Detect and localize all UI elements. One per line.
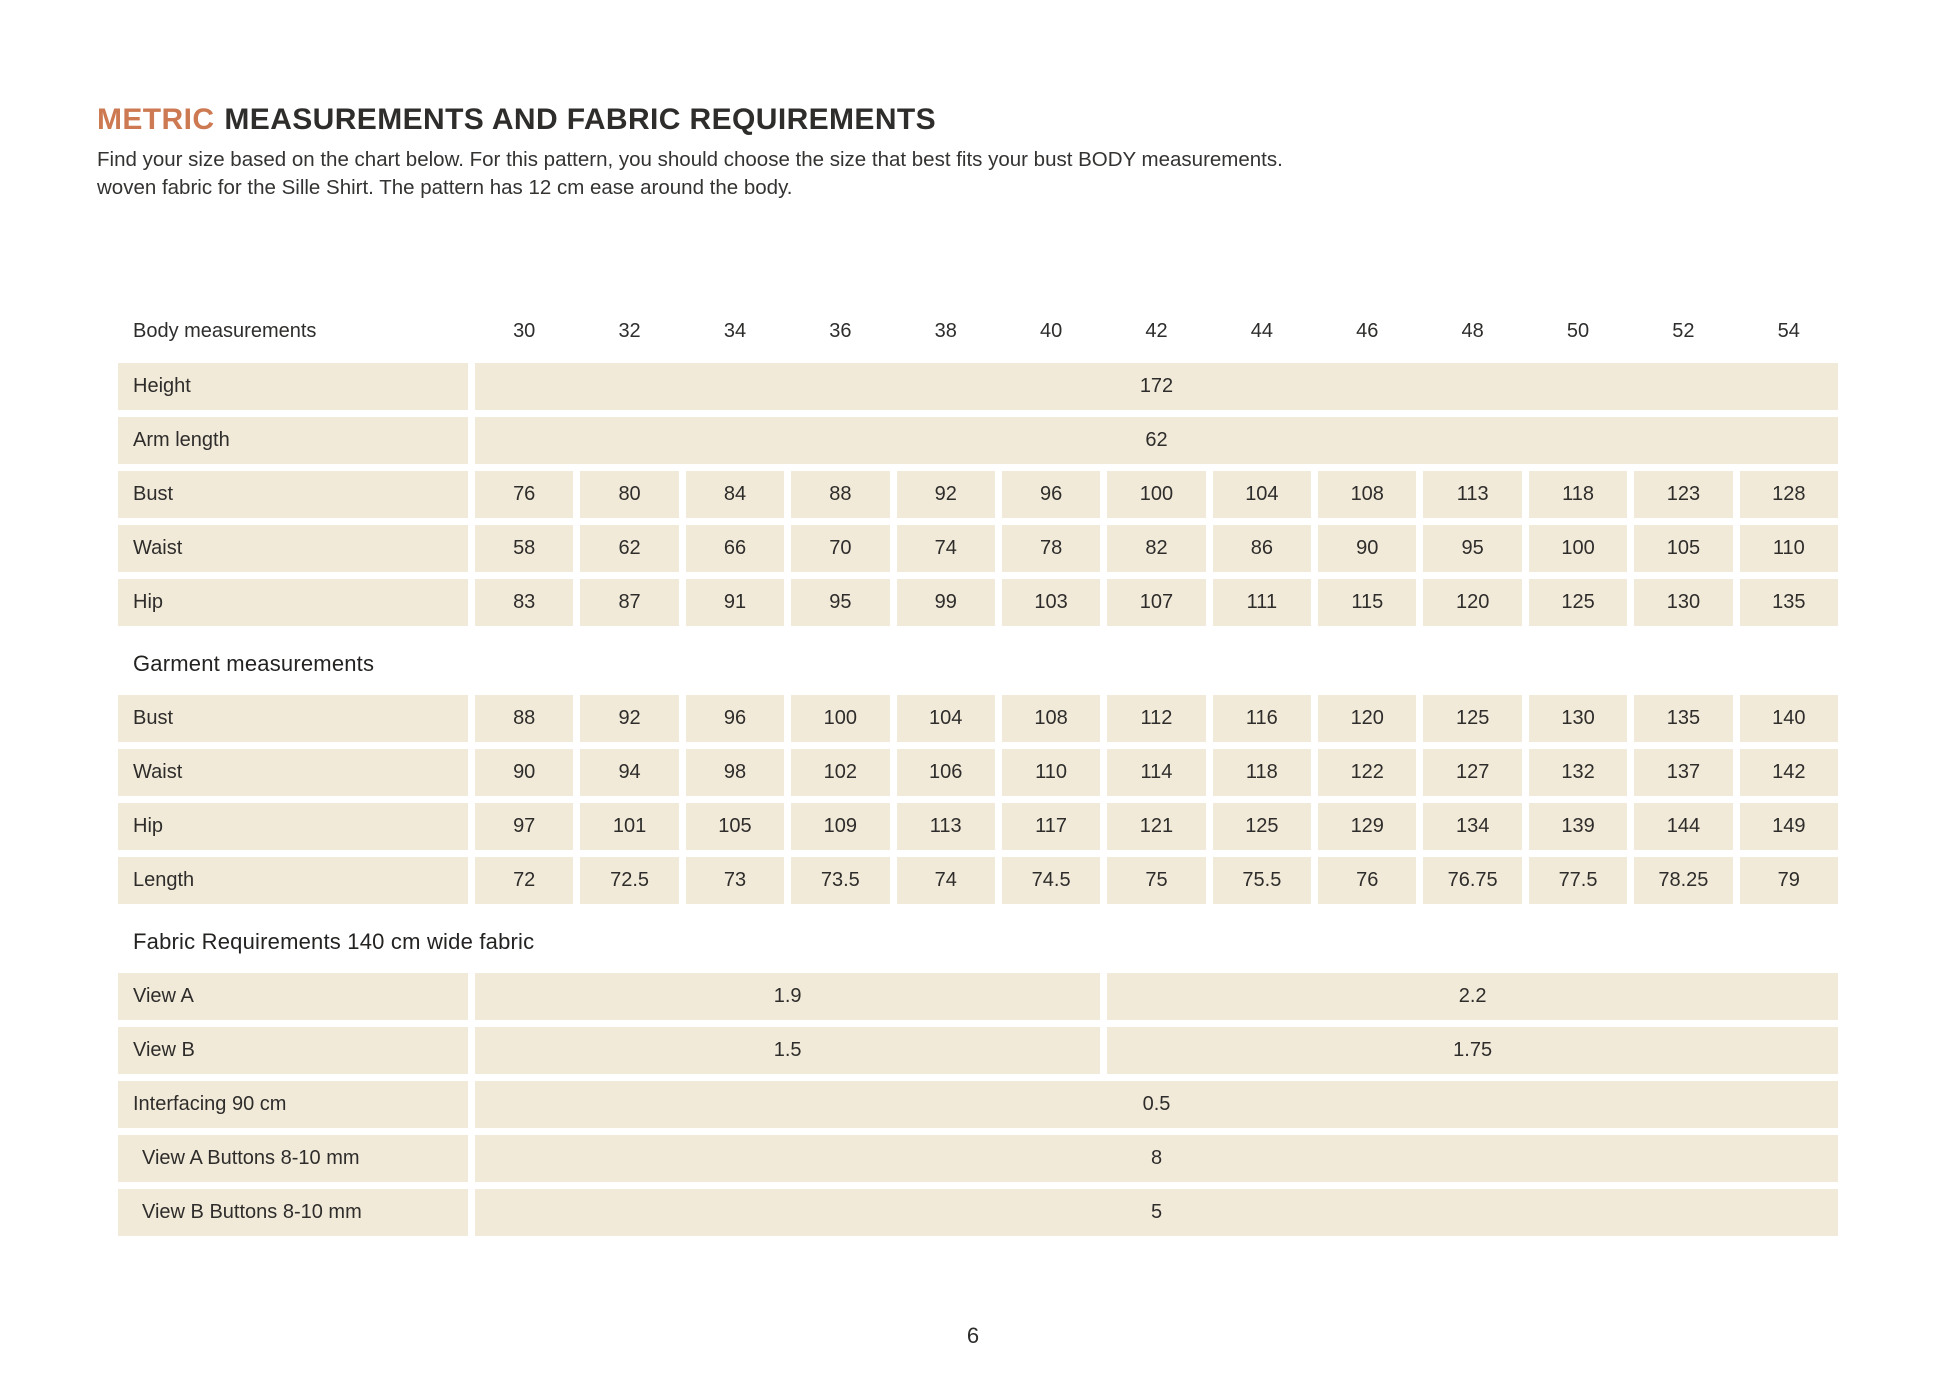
value-cell: 113 bbox=[1423, 471, 1521, 518]
value-cell: 94 bbox=[580, 749, 678, 796]
value-cell: 79 bbox=[1740, 857, 1838, 904]
intro-line-1: Find your size based on the chart below. For this pattern, you should choose the size that best fits your bust BODY measurements. bbox=[97, 148, 1283, 171]
value-cell: 72 bbox=[475, 857, 573, 904]
value-cell: 108 bbox=[1002, 695, 1100, 742]
value-cell: 107 bbox=[1107, 579, 1205, 626]
row-label: Hip bbox=[118, 579, 468, 626]
value-cell: 88 bbox=[791, 471, 889, 518]
row-label: View A bbox=[118, 973, 468, 1020]
intro-line-2: woven fabric for the Sille Shirt. The pattern has 12 cm ease around the body. bbox=[97, 176, 793, 199]
measurement-row bbox=[118, 1189, 1838, 1236]
size-column-header: 48 bbox=[1461, 320, 1484, 342]
row-label: Bust bbox=[118, 471, 468, 518]
value-cell: 132 bbox=[1529, 749, 1627, 796]
value-cell: 125 bbox=[1213, 803, 1311, 850]
value-cell: 142 bbox=[1740, 749, 1838, 796]
value-cell: 117 bbox=[1002, 803, 1100, 850]
value-cell: 100 bbox=[1529, 525, 1627, 572]
value-cell: 73.5 bbox=[791, 857, 889, 904]
value-cell: 96 bbox=[686, 695, 784, 742]
row-label: Hip bbox=[118, 803, 468, 850]
page-number: 6 bbox=[966, 1323, 980, 1348]
row-label: Waist bbox=[118, 749, 468, 796]
value-cell: 78.25 bbox=[1634, 857, 1732, 904]
measurement-row bbox=[118, 803, 1838, 850]
value-cell: 110 bbox=[1740, 525, 1838, 572]
value-cell: 125 bbox=[1529, 579, 1627, 626]
measurement-row bbox=[118, 471, 1838, 518]
measurement-row bbox=[118, 695, 1838, 742]
measurement-row bbox=[118, 1081, 1838, 1128]
value-cell: 78 bbox=[1002, 525, 1100, 572]
value-cell: 112 bbox=[1107, 695, 1205, 742]
row-label: Bust bbox=[118, 695, 468, 742]
value-cell: 103 bbox=[1002, 579, 1100, 626]
split-value-cell-left: 1.9 bbox=[475, 973, 1100, 1020]
value-cell: 140 bbox=[1740, 695, 1838, 742]
value-cell: 134 bbox=[1423, 803, 1521, 850]
value-cell: 95 bbox=[791, 579, 889, 626]
value-cell: 130 bbox=[1529, 695, 1627, 742]
size-column-header: 44 bbox=[1250, 320, 1273, 342]
value-cell: 118 bbox=[1529, 471, 1627, 518]
value-cell: 121 bbox=[1107, 803, 1205, 850]
value-cell: 92 bbox=[580, 695, 678, 742]
value-cell: 118 bbox=[1213, 749, 1311, 796]
merged-value-cell: 8 bbox=[475, 1135, 1838, 1182]
size-column-header: 52 bbox=[1672, 320, 1695, 342]
page-title bbox=[97, 103, 1946, 137]
value-cell: 123 bbox=[1634, 471, 1732, 518]
value-cell: 105 bbox=[1634, 525, 1732, 572]
table-header-row bbox=[118, 308, 1838, 355]
size-column-header: 34 bbox=[723, 320, 747, 342]
size-column-header: 32 bbox=[618, 320, 641, 342]
measurement-row bbox=[118, 579, 1838, 626]
value-cell: 95 bbox=[1423, 525, 1521, 572]
size-column-header: 30 bbox=[513, 320, 536, 342]
size-column-header: 38 bbox=[934, 320, 957, 342]
measurement-row bbox=[118, 749, 1838, 796]
row-label: Interfacing 90 cm bbox=[118, 1081, 468, 1128]
value-cell: 66 bbox=[686, 525, 784, 572]
size-column-header: 40 bbox=[1039, 320, 1063, 342]
value-cell: 90 bbox=[1318, 525, 1416, 572]
size-column-header: 36 bbox=[829, 320, 852, 342]
value-cell: 116 bbox=[1213, 695, 1311, 742]
row-label: Waist bbox=[118, 525, 468, 572]
row-label: View A Buttons 8-10 mm bbox=[118, 1135, 468, 1182]
value-cell: 111 bbox=[1213, 579, 1311, 626]
merged-value-cell: 5 bbox=[475, 1189, 1838, 1236]
value-cell: 120 bbox=[1423, 579, 1521, 626]
section-heading: Fabric Requirements 140 cm wide fabric bbox=[133, 929, 535, 954]
value-cell: 128 bbox=[1740, 471, 1838, 518]
value-cell: 87 bbox=[580, 579, 678, 626]
intro-paragraph bbox=[97, 146, 1946, 202]
value-cell: 77.5 bbox=[1529, 857, 1627, 904]
row-label: Length bbox=[118, 857, 468, 904]
value-cell: 100 bbox=[791, 695, 889, 742]
size-table bbox=[118, 308, 1838, 1236]
row-label: View B bbox=[118, 1027, 468, 1074]
split-value-cell-left: 1.5 bbox=[475, 1027, 1100, 1074]
merged-value-cell: 0.5 bbox=[475, 1081, 1838, 1128]
measurement-row bbox=[118, 363, 1838, 410]
table-header-label: Body measurements bbox=[133, 320, 317, 342]
value-cell: 76 bbox=[475, 471, 573, 518]
value-cell: 76.75 bbox=[1423, 857, 1521, 904]
value-cell: 104 bbox=[1213, 471, 1311, 518]
value-cell: 58 bbox=[475, 525, 573, 572]
title-highlight: METRIC bbox=[97, 103, 215, 136]
section-heading: Garment measurements bbox=[133, 651, 375, 676]
value-cell: 70 bbox=[791, 525, 889, 572]
value-cell: 114 bbox=[1107, 749, 1205, 796]
value-cell: 97 bbox=[475, 803, 573, 850]
value-cell: 139 bbox=[1529, 803, 1627, 850]
value-cell: 88 bbox=[475, 695, 573, 742]
value-cell: 108 bbox=[1318, 471, 1416, 518]
value-cell: 105 bbox=[686, 803, 784, 850]
merged-value-cell: 62 bbox=[475, 417, 1838, 464]
value-cell: 76 bbox=[1318, 857, 1416, 904]
row-label: View B Buttons 8-10 mm bbox=[118, 1189, 468, 1236]
value-cell: 109 bbox=[791, 803, 889, 850]
value-cell: 72.5 bbox=[580, 857, 678, 904]
value-cell: 127 bbox=[1423, 749, 1521, 796]
value-cell: 135 bbox=[1740, 579, 1838, 626]
value-cell: 74.5 bbox=[1002, 857, 1100, 904]
value-cell: 91 bbox=[686, 579, 784, 626]
value-cell: 83 bbox=[475, 579, 573, 626]
value-cell: 102 bbox=[791, 749, 889, 796]
row-label: Arm length bbox=[118, 417, 468, 464]
value-cell: 75.5 bbox=[1213, 857, 1311, 904]
value-cell: 120 bbox=[1318, 695, 1416, 742]
value-cell: 115 bbox=[1318, 579, 1416, 626]
measurement-row bbox=[118, 973, 1838, 1020]
value-cell: 130 bbox=[1634, 579, 1732, 626]
value-cell: 122 bbox=[1318, 749, 1416, 796]
value-cell: 90 bbox=[475, 749, 573, 796]
size-column-header: 54 bbox=[1777, 320, 1800, 342]
value-cell: 144 bbox=[1634, 803, 1732, 850]
value-cell: 137 bbox=[1634, 749, 1732, 796]
value-cell: 62 bbox=[580, 525, 678, 572]
measurement-row bbox=[118, 417, 1838, 464]
value-cell: 84 bbox=[686, 471, 784, 518]
value-cell: 135 bbox=[1634, 695, 1732, 742]
value-cell: 113 bbox=[897, 803, 995, 850]
value-cell: 101 bbox=[580, 803, 678, 850]
value-cell: 73 bbox=[686, 857, 784, 904]
value-cell: 100 bbox=[1107, 471, 1205, 518]
size-column-header: 46 bbox=[1356, 320, 1379, 342]
value-cell: 149 bbox=[1740, 803, 1838, 850]
value-cell: 75 bbox=[1107, 857, 1205, 904]
size-column-header: 50 bbox=[1566, 320, 1590, 342]
value-cell: 106 bbox=[897, 749, 995, 796]
measurement-row bbox=[118, 857, 1838, 904]
value-cell: 82 bbox=[1107, 525, 1205, 572]
split-value-cell-right: 2.2 bbox=[1107, 973, 1838, 1020]
measurement-row bbox=[118, 1027, 1838, 1074]
size-column-header: 42 bbox=[1145, 320, 1168, 342]
value-cell: 129 bbox=[1318, 803, 1416, 850]
value-cell: 104 bbox=[897, 695, 995, 742]
value-cell: 80 bbox=[580, 471, 678, 518]
title-rest: MEASUREMENTS AND FABRIC REQUIREMENTS bbox=[224, 103, 937, 136]
value-cell: 99 bbox=[897, 579, 995, 626]
value-cell: 74 bbox=[897, 857, 995, 904]
value-cell: 86 bbox=[1213, 525, 1311, 572]
value-cell: 96 bbox=[1002, 471, 1100, 518]
merged-value-cell: 172 bbox=[475, 363, 1838, 410]
measurement-row bbox=[118, 525, 1838, 572]
row-label: Height bbox=[118, 363, 468, 410]
measurement-row bbox=[118, 1135, 1838, 1182]
value-cell: 110 bbox=[1002, 749, 1100, 796]
value-cell: 125 bbox=[1423, 695, 1521, 742]
value-cell: 92 bbox=[897, 471, 995, 518]
value-cell: 98 bbox=[686, 749, 784, 796]
split-value-cell-right: 1.75 bbox=[1107, 1027, 1838, 1074]
value-cell: 74 bbox=[897, 525, 995, 572]
